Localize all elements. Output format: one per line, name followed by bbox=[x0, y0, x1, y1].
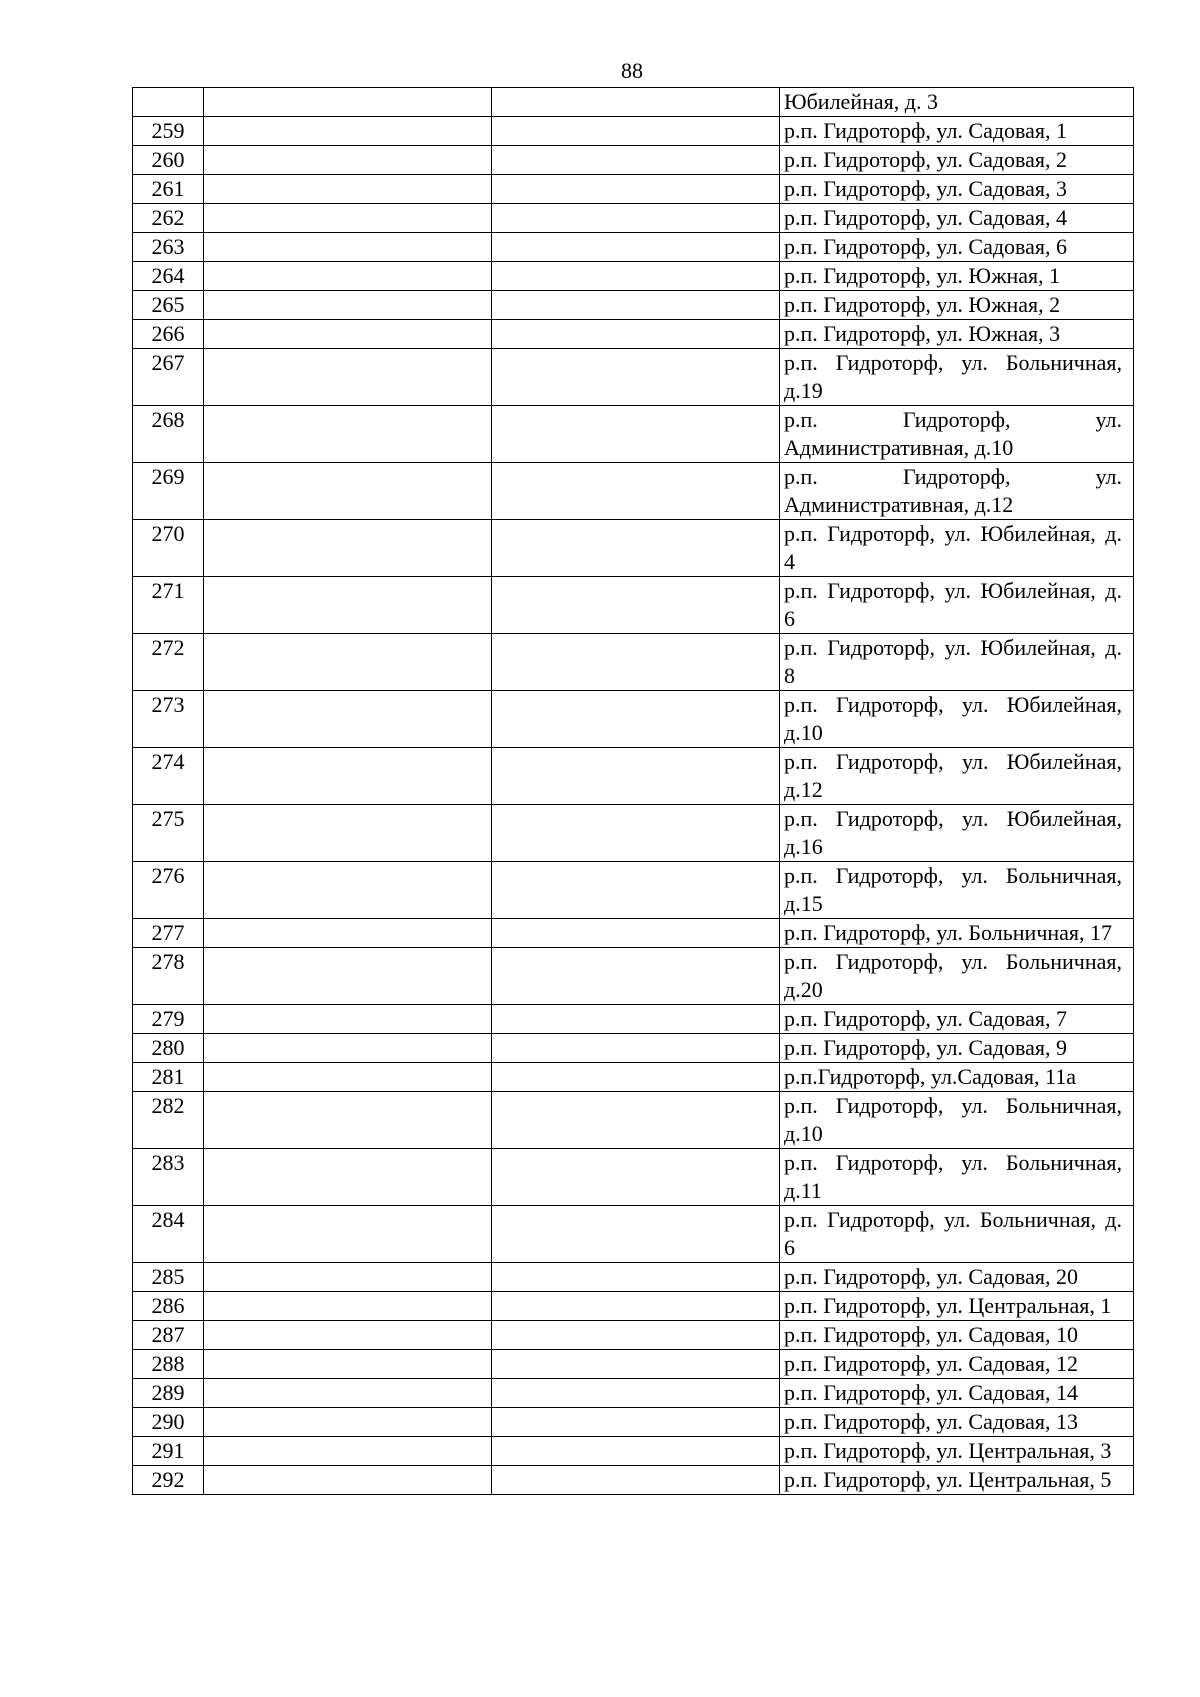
table-row bbox=[133, 805, 1134, 862]
address-cell: р.п. Гидроторф, ул. Садовая, 1 bbox=[780, 117, 1134, 146]
table-row bbox=[133, 1437, 1134, 1466]
row-number bbox=[133, 88, 204, 117]
empty-cell bbox=[492, 691, 780, 748]
address-table bbox=[132, 87, 1134, 1495]
table-row bbox=[133, 1466, 1134, 1495]
row-number: 275 bbox=[133, 805, 204, 862]
empty-cell bbox=[204, 349, 492, 406]
row-number: 268 bbox=[133, 406, 204, 463]
table-row bbox=[133, 919, 1134, 948]
row-number: 281 bbox=[133, 1063, 204, 1092]
table-row bbox=[133, 1149, 1134, 1206]
empty-cell bbox=[204, 463, 492, 520]
table-row bbox=[133, 634, 1134, 691]
empty-cell bbox=[492, 1408, 780, 1437]
empty-cell bbox=[492, 1321, 780, 1350]
row-number: 283 bbox=[133, 1149, 204, 1206]
empty-cell bbox=[492, 1206, 780, 1263]
row-number: 279 bbox=[133, 1005, 204, 1034]
row-number: 264 bbox=[133, 262, 204, 291]
table-row bbox=[133, 948, 1134, 1005]
empty-cell bbox=[492, 117, 780, 146]
empty-cell bbox=[204, 88, 492, 117]
empty-cell bbox=[204, 204, 492, 233]
empty-cell bbox=[204, 748, 492, 805]
empty-cell bbox=[492, 1034, 780, 1063]
empty-cell bbox=[204, 634, 492, 691]
empty-cell bbox=[492, 146, 780, 175]
empty-cell bbox=[204, 577, 492, 634]
table-row bbox=[133, 320, 1134, 349]
empty-cell bbox=[492, 262, 780, 291]
row-number: 284 bbox=[133, 1206, 204, 1263]
address-cell: р.п. Гидроторф, ул. Садовая, 4 bbox=[780, 204, 1134, 233]
address-cell: р.п. Гидроторф, ул. Садовая, 14 bbox=[780, 1379, 1134, 1408]
row-number: 261 bbox=[133, 175, 204, 204]
table-row bbox=[133, 1034, 1134, 1063]
row-number: 286 bbox=[133, 1292, 204, 1321]
empty-cell bbox=[204, 1034, 492, 1063]
empty-cell bbox=[204, 1408, 492, 1437]
empty-cell bbox=[492, 291, 780, 320]
empty-cell bbox=[204, 117, 492, 146]
empty-cell bbox=[204, 1379, 492, 1408]
empty-cell bbox=[492, 577, 780, 634]
row-number: 270 bbox=[133, 520, 204, 577]
row-number: 288 bbox=[133, 1350, 204, 1379]
empty-cell bbox=[492, 748, 780, 805]
address-cell: р.п.Гидроторф, ул.Садовая, 11а bbox=[780, 1063, 1134, 1092]
address-cell: р.п. Гидроторф, ул. Больничная, д.19 bbox=[780, 349, 1134, 406]
empty-cell bbox=[492, 204, 780, 233]
table-row bbox=[133, 175, 1134, 204]
empty-cell bbox=[204, 948, 492, 1005]
address-cell: р.п. Гидроторф, ул. Центральная, 1 bbox=[780, 1292, 1134, 1321]
empty-cell bbox=[492, 634, 780, 691]
page-number: 88 bbox=[621, 58, 643, 83]
address-cell: р.п. Гидроторф, ул. Садовая, 20 bbox=[780, 1263, 1134, 1292]
table-row bbox=[133, 406, 1134, 463]
row-number: 285 bbox=[133, 1263, 204, 1292]
address-cell: р.п. Гидроторф, ул. Садовая, 7 bbox=[780, 1005, 1134, 1034]
row-number: 265 bbox=[133, 291, 204, 320]
empty-cell bbox=[492, 463, 780, 520]
empty-cell bbox=[204, 262, 492, 291]
table-row bbox=[133, 262, 1134, 291]
empty-cell bbox=[204, 1466, 492, 1495]
address-cell: р.п. Гидроторф, ул. Центральная, 3 bbox=[780, 1437, 1134, 1466]
table-row bbox=[133, 233, 1134, 262]
row-number: 260 bbox=[133, 146, 204, 175]
address-cell: р.п. Гидроторф, ул. Садовая, 9 bbox=[780, 1034, 1134, 1063]
address-cell: р.п. Гидроторф, ул. Административная, д.10 bbox=[780, 406, 1134, 463]
address-cell: р.п. Гидроторф, ул. Юбилейная, д. 4 bbox=[780, 520, 1134, 577]
table-row bbox=[133, 1379, 1134, 1408]
empty-cell bbox=[492, 520, 780, 577]
row-number: 273 bbox=[133, 691, 204, 748]
empty-cell bbox=[204, 1321, 492, 1350]
table-row bbox=[133, 1063, 1134, 1092]
address-cell: р.п. Гидроторф, ул. Садовая, 12 bbox=[780, 1350, 1134, 1379]
address-cell: р.п. Гидроторф, ул. Юбилейная, д.16 bbox=[780, 805, 1134, 862]
empty-cell bbox=[204, 1206, 492, 1263]
row-number: 287 bbox=[133, 1321, 204, 1350]
empty-cell bbox=[204, 291, 492, 320]
empty-cell bbox=[492, 1292, 780, 1321]
empty-cell bbox=[204, 1149, 492, 1206]
table-row bbox=[133, 1206, 1134, 1263]
table-row bbox=[133, 463, 1134, 520]
table-row bbox=[133, 146, 1134, 175]
row-number: 259 bbox=[133, 117, 204, 146]
address-cell: р.п. Гидроторф, ул. Больничная, д.20 bbox=[780, 948, 1134, 1005]
address-cell: р.п. Гидроторф, ул. Юбилейная, д.12 bbox=[780, 748, 1134, 805]
empty-cell bbox=[492, 175, 780, 204]
table-row bbox=[133, 88, 1134, 117]
empty-cell bbox=[492, 88, 780, 117]
empty-cell bbox=[492, 1437, 780, 1466]
address-cell: р.п. Гидроторф, ул. Садовая, 13 bbox=[780, 1408, 1134, 1437]
address-cell: р.п. Гидроторф, ул. Больничная, д.15 bbox=[780, 862, 1134, 919]
row-number: 291 bbox=[133, 1437, 204, 1466]
empty-cell bbox=[204, 862, 492, 919]
empty-cell bbox=[204, 1263, 492, 1292]
row-number: 278 bbox=[133, 948, 204, 1005]
empty-cell bbox=[492, 862, 780, 919]
table-row bbox=[133, 117, 1134, 146]
row-number: 263 bbox=[133, 233, 204, 262]
table-row bbox=[133, 691, 1134, 748]
empty-cell bbox=[492, 1263, 780, 1292]
row-number: 274 bbox=[133, 748, 204, 805]
empty-cell bbox=[204, 520, 492, 577]
empty-cell bbox=[204, 1005, 492, 1034]
table-row bbox=[133, 862, 1134, 919]
empty-cell bbox=[204, 1437, 492, 1466]
empty-cell bbox=[204, 1092, 492, 1149]
empty-cell bbox=[204, 1350, 492, 1379]
empty-cell bbox=[492, 948, 780, 1005]
row-number: 292 bbox=[133, 1466, 204, 1495]
empty-cell bbox=[492, 1379, 780, 1408]
row-number: 262 bbox=[133, 204, 204, 233]
table-row bbox=[133, 1408, 1134, 1437]
empty-cell bbox=[492, 919, 780, 948]
address-cell: р.п. Гидроторф, ул. Центральная, 5 bbox=[780, 1466, 1134, 1495]
table-row bbox=[133, 1292, 1134, 1321]
empty-cell bbox=[492, 406, 780, 463]
empty-cell bbox=[492, 1063, 780, 1092]
table-row bbox=[133, 1263, 1134, 1292]
address-cell: р.п. Гидроторф, ул. Южная, 2 bbox=[780, 291, 1134, 320]
row-number: 280 bbox=[133, 1034, 204, 1063]
row-number: 271 bbox=[133, 577, 204, 634]
address-cell: р.п. Гидроторф, ул. Садовая, 6 bbox=[780, 233, 1134, 262]
empty-cell bbox=[204, 1063, 492, 1092]
empty-cell bbox=[492, 1149, 780, 1206]
table-row bbox=[133, 1321, 1134, 1350]
table-row bbox=[133, 1350, 1134, 1379]
row-number: 289 bbox=[133, 1379, 204, 1408]
address-cell: р.п. Гидроторф, ул. Больничная, д.10 bbox=[780, 1092, 1134, 1149]
table-row bbox=[133, 1092, 1134, 1149]
empty-cell bbox=[204, 919, 492, 948]
row-number: 266 bbox=[133, 320, 204, 349]
row-number: 272 bbox=[133, 634, 204, 691]
empty-cell bbox=[492, 1350, 780, 1379]
address-cell: Юбилейная, д. 3 bbox=[780, 88, 1134, 117]
empty-cell bbox=[204, 805, 492, 862]
row-number: 290 bbox=[133, 1408, 204, 1437]
row-number: 282 bbox=[133, 1092, 204, 1149]
table-row bbox=[133, 204, 1134, 233]
empty-cell bbox=[204, 406, 492, 463]
address-table-body bbox=[133, 88, 1134, 1495]
address-cell: р.п. Гидроторф, ул. Южная, 3 bbox=[780, 320, 1134, 349]
empty-cell bbox=[492, 320, 780, 349]
address-cell: р.п. Гидроторф, ул. Юбилейная, д. 8 bbox=[780, 634, 1134, 691]
address-cell: р.п. Гидроторф, ул. Больничная, 17 bbox=[780, 919, 1134, 948]
table-row bbox=[133, 291, 1134, 320]
address-cell: р.п. Гидроторф, ул. Садовая, 3 bbox=[780, 175, 1134, 204]
table-row bbox=[133, 748, 1134, 805]
address-cell: р.п. Гидроторф, ул. Южная, 1 bbox=[780, 262, 1134, 291]
empty-cell bbox=[204, 1292, 492, 1321]
row-number: 269 bbox=[133, 463, 204, 520]
empty-cell bbox=[204, 175, 492, 204]
row-number: 276 bbox=[133, 862, 204, 919]
empty-cell bbox=[204, 691, 492, 748]
empty-cell bbox=[492, 1092, 780, 1149]
table-row bbox=[133, 1005, 1134, 1034]
empty-cell bbox=[204, 146, 492, 175]
address-cell: р.п. Гидроторф, ул. Садовая, 2 bbox=[780, 146, 1134, 175]
address-cell: р.п. Гидроторф, ул. Юбилейная, д. 6 bbox=[780, 577, 1134, 634]
empty-cell bbox=[492, 349, 780, 406]
address-cell: р.п. Гидроторф, ул. Административная, д.12 bbox=[780, 463, 1134, 520]
row-number: 267 bbox=[133, 349, 204, 406]
row-number: 277 bbox=[133, 919, 204, 948]
address-cell: р.п. Гидроторф, ул. Юбилейная, д.10 bbox=[780, 691, 1134, 748]
empty-cell bbox=[492, 805, 780, 862]
empty-cell bbox=[492, 233, 780, 262]
table-row bbox=[133, 577, 1134, 634]
empty-cell bbox=[492, 1005, 780, 1034]
table-row bbox=[133, 349, 1134, 406]
empty-cell bbox=[492, 1466, 780, 1495]
empty-cell bbox=[204, 320, 492, 349]
address-cell: р.п. Гидроторф, ул. Больничная, д. 6 bbox=[780, 1206, 1134, 1263]
address-cell: р.п. Гидроторф, ул. Больничная, д.11 bbox=[780, 1149, 1134, 1206]
table-row bbox=[133, 520, 1134, 577]
empty-cell bbox=[204, 233, 492, 262]
address-cell: р.п. Гидроторф, ул. Садовая, 10 bbox=[780, 1321, 1134, 1350]
